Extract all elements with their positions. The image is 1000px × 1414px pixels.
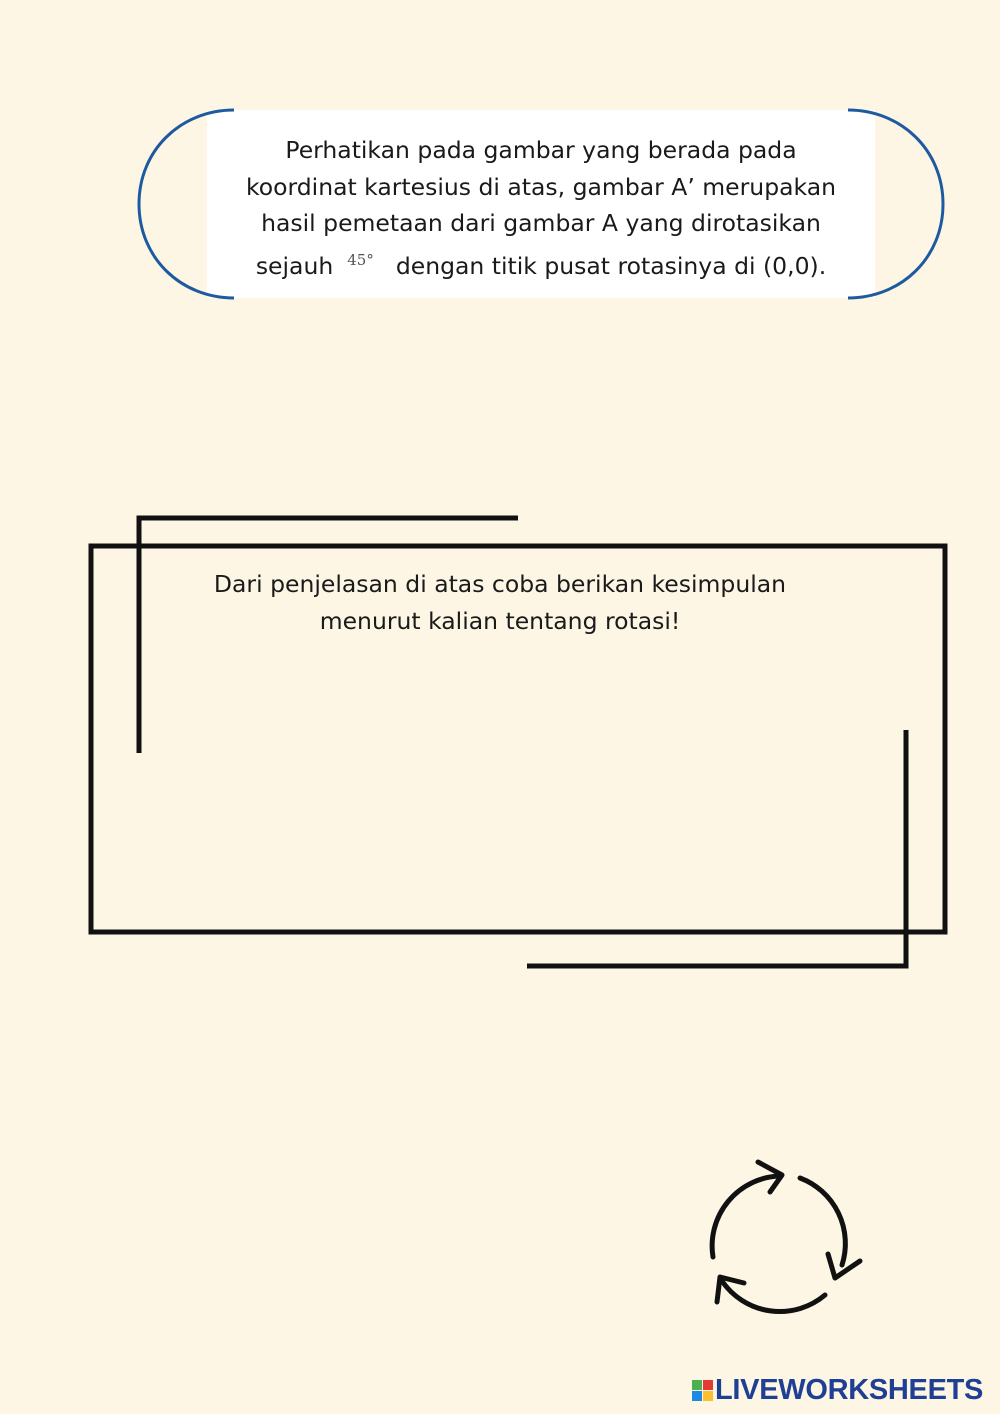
info-box: [137, 108, 945, 300]
angle-value: 45°: [347, 250, 374, 269]
info-text: [197, 132, 885, 284]
question-line-2: menurut kalian tentang rotasi!: [319, 607, 681, 635]
rotation-cycle-icon: [700, 1155, 870, 1315]
info-line-4-start: sejauh: [255, 251, 334, 280]
logo-mark-icon: [692, 1380, 713, 1401]
question-line-1: Dari penjelasan di atas coba berikan kesimpulan: [213, 570, 787, 598]
info-line-4: [197, 242, 885, 285]
brand-name: LIVEWORKSHEETS: [715, 1373, 984, 1406]
answer-area[interactable]: [155, 650, 895, 920]
info-line-3: hasil pemetaan dari gambar A yang dirotasikan: [261, 209, 821, 237]
info-line-1: Perhatikan pada gambar yang berada pada: [285, 136, 797, 164]
info-line-4-end: dengan titik pusat rotasinya di (0,0).: [395, 251, 827, 280]
footer-logo: [692, 1374, 983, 1406]
info-line-2: koordinat kartesius di atas, gambar A’ merupakan: [245, 172, 836, 201]
question-text: [150, 566, 850, 640]
